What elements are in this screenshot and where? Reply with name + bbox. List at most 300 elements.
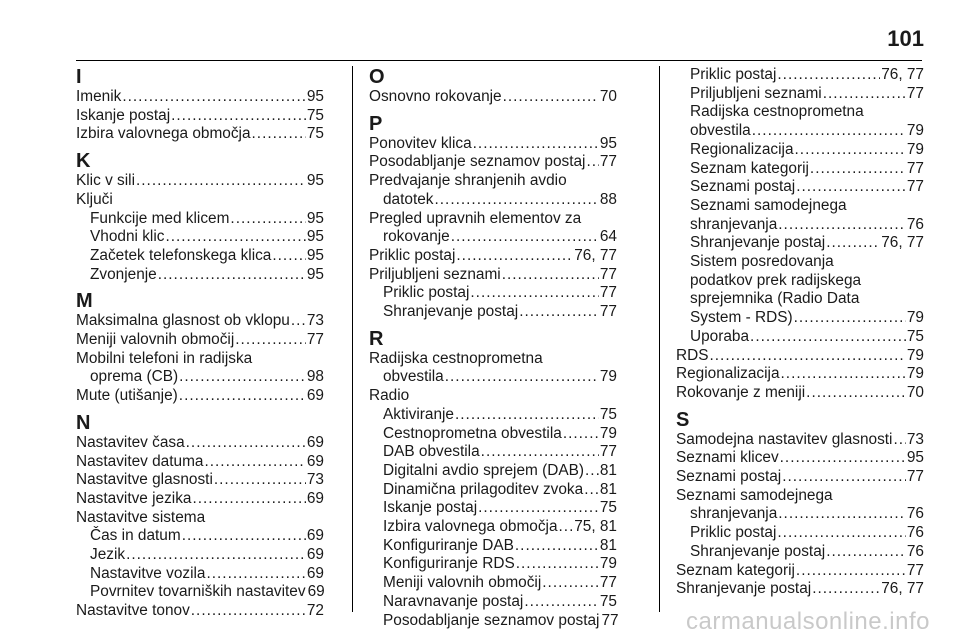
dot-leader (826, 543, 906, 562)
entry-page: 95 (906, 449, 924, 467)
entry-page: 75, 81 (574, 518, 617, 536)
index-entry (369, 574, 617, 593)
entry-page: 95 (306, 265, 324, 283)
dot-leader (781, 365, 906, 384)
index-entry (369, 555, 617, 574)
index-entry (676, 253, 924, 272)
dot-leader (182, 527, 306, 546)
entry-page: 95 (599, 134, 617, 152)
entry-term: Izbira valovnega območja (76, 125, 251, 143)
entry-term: Rokovanje z meniji (676, 383, 806, 401)
dot-leader (158, 266, 306, 285)
index-entry (676, 309, 924, 328)
entry-term: Radio (369, 387, 410, 405)
entry-term: Seznami postaj (690, 178, 796, 196)
entry-page: 69 (306, 489, 324, 507)
entry-page: 76 (906, 542, 924, 560)
entry-term: Zvonjenje (90, 265, 157, 283)
index-entry (76, 107, 324, 126)
entry-page: 69 (306, 546, 324, 564)
section-letter: S (676, 408, 690, 431)
index-entry (76, 228, 324, 247)
dot-leader (445, 368, 599, 387)
index-entry (676, 524, 924, 543)
index-column-1 (76, 66, 324, 621)
index-entry (676, 449, 924, 468)
entry-term: Priklic postaj (690, 66, 777, 83)
entry-term: Nastavitve vozila (90, 564, 206, 582)
index-entry (369, 88, 617, 107)
entry-term: Regionalizacija (690, 140, 794, 158)
dot-leader (204, 453, 305, 472)
entry-term: Uporaba (690, 327, 750, 345)
entry-page: 95 (306, 172, 324, 190)
dot-leader (291, 312, 306, 331)
index-entry (676, 85, 924, 104)
entry-term: Radijska cestnoprometna (369, 349, 543, 367)
entry-page: 76 (906, 505, 924, 523)
index-entry (369, 425, 617, 444)
entry-page: 81 (599, 536, 617, 554)
index-entry (676, 234, 924, 253)
index-entry (76, 172, 324, 191)
dot-leader (777, 524, 905, 543)
dot-leader (795, 141, 906, 160)
entry-page: 77 (906, 159, 924, 177)
entry-term: Regionalizacija (676, 365, 780, 383)
entry-term: Začetek telefonskega klica (90, 246, 272, 264)
entry-page: 69 (306, 433, 324, 451)
header-rule (76, 60, 922, 61)
index-entry (676, 197, 924, 216)
entry-term: Priljubljeni seznami (369, 265, 501, 283)
index-entry (676, 347, 924, 366)
index-section (369, 113, 617, 322)
dot-leader (823, 85, 906, 104)
index-entry (369, 228, 617, 247)
index-entry (76, 490, 324, 509)
entry-page: 77 (599, 265, 617, 283)
dot-leader (515, 537, 599, 556)
index-entry (76, 368, 324, 387)
dot-leader (179, 368, 306, 387)
entry-term: obvestila (383, 368, 444, 386)
index-entry (676, 580, 924, 599)
entry-term: datotek (383, 190, 434, 208)
entry-term: System - RDS) (690, 309, 793, 327)
dot-leader (122, 88, 306, 107)
dot-leader (171, 107, 306, 126)
index-section (76, 150, 324, 284)
index-entry (369, 406, 617, 425)
entry-term: Imenik (76, 88, 122, 105)
entry-page: 77 (599, 153, 617, 171)
index-entry (676, 468, 924, 487)
entry-term: Shranjevanje postaj (690, 542, 826, 560)
entry-page: 77 (599, 303, 617, 321)
dot-leader (126, 546, 306, 565)
entry-page: 73 (306, 471, 324, 489)
index-entry (76, 266, 324, 285)
entry-term: Predvajanje shranjenih avdio (369, 172, 567, 190)
entry-page: 73 (306, 312, 324, 330)
entry-page: 95 (306, 209, 324, 227)
dot-leader (179, 387, 306, 406)
entry-term: Meniji valovnih območij (76, 331, 235, 349)
entry-page: 95 (306, 228, 324, 246)
entry-term: Nastavitve sistema (76, 508, 206, 526)
entry-term: Vhodni klic (90, 228, 165, 246)
index-entry (76, 350, 324, 369)
entry-term: Digitalni avdio sprejem (DAB) (383, 461, 585, 479)
entry-term: Priklic postaj (383, 284, 470, 302)
dot-leader (586, 153, 598, 172)
entry-term: DAB obvestila (383, 443, 480, 461)
entry-page: 69 (306, 387, 324, 405)
entry-page: 77 (906, 178, 924, 196)
entry-term: Nastavitve jezika (76, 489, 192, 507)
index-entry (676, 160, 924, 179)
entry-term: Naravnavanje postaj (383, 592, 524, 610)
dot-leader (812, 580, 880, 599)
entry-page: 79 (906, 140, 924, 158)
index-entry (76, 471, 324, 490)
dot-leader (796, 562, 906, 581)
index-column-3 (676, 66, 924, 599)
entry-page: 76 (906, 524, 924, 542)
entry-page: 77 (906, 561, 924, 579)
entry-page: 77 (599, 284, 617, 302)
index-entry (369, 443, 617, 462)
entry-term: Konfiguriranje DAB (383, 536, 514, 554)
entry-page: 75 (599, 499, 617, 517)
entry-term: Izbira valovnega območja (383, 518, 558, 536)
entry-term: Dinamična prilagoditev zvoka (383, 480, 584, 498)
index-entry (369, 499, 617, 518)
index-entry (76, 331, 324, 350)
dot-leader (778, 216, 906, 235)
dot-leader (710, 347, 906, 366)
index-entry (76, 602, 324, 621)
index-section (76, 66, 324, 144)
index-entry (676, 272, 924, 291)
entry-page: 79 (599, 555, 617, 573)
dot-leader (136, 172, 306, 191)
entry-term: rokovanje (383, 228, 450, 246)
entry-page: 76, 77 (574, 246, 617, 264)
entry-term: Povrnitev tovarniških nastavitev (90, 583, 306, 601)
index-entry (676, 103, 924, 122)
entry-page: 79 (906, 122, 924, 140)
dot-leader (192, 490, 305, 509)
entry-term: oprema (CB) (90, 368, 179, 386)
index-entry (76, 565, 324, 584)
dot-leader (473, 135, 599, 154)
dot-leader (780, 449, 906, 468)
dot-leader (519, 303, 599, 322)
dot-leader (214, 471, 306, 490)
index-entry (369, 191, 617, 210)
entry-term: Seznam kategorij (690, 159, 809, 177)
entry-term: Seznami postaj (676, 468, 782, 486)
index-entry (76, 88, 324, 107)
dot-leader (186, 434, 306, 453)
entry-page: 79 (906, 309, 924, 327)
watermark: carmanualsonline.info (686, 608, 930, 635)
dot-leader (585, 462, 599, 481)
entry-page: 98 (306, 368, 324, 386)
index-entry (369, 368, 617, 387)
dot-leader (503, 88, 599, 107)
index-entry (76, 210, 324, 229)
dot-leader (252, 125, 306, 144)
index-entry (676, 487, 924, 506)
entry-term: Cestnoprometna obvestila (383, 424, 562, 442)
index-entry (76, 527, 324, 546)
entry-page: 76, 77 (881, 580, 924, 598)
entry-page: 95 (306, 246, 324, 264)
dot-leader (235, 331, 306, 350)
index-entry (76, 387, 324, 406)
index-entry (676, 216, 924, 235)
entry-page: 77 (306, 331, 324, 349)
index-entry (369, 210, 617, 229)
entry-term: Seznami samodejnega (676, 486, 833, 504)
entry-term: Ključi (76, 190, 113, 208)
entry-term: RDS (676, 346, 709, 364)
index-entry (76, 191, 324, 210)
index-entry (369, 481, 617, 500)
index-section (369, 66, 617, 107)
dot-leader (470, 284, 598, 303)
index-entry (676, 431, 924, 450)
entry-term: Funkcije med klicem (90, 209, 230, 227)
entry-term: Iskanje postaj (76, 106, 171, 124)
entry-page: 70 (599, 88, 617, 105)
entry-page: 75 (599, 592, 617, 610)
index-entry (676, 66, 924, 85)
entry-page: 69 (306, 564, 324, 582)
entry-page: 77 (599, 574, 617, 592)
column-divider (659, 66, 660, 612)
index-entry (76, 546, 324, 565)
column-divider (352, 66, 353, 612)
entry-term: Nastavitve tonov (76, 602, 190, 620)
entry-page: 79 (599, 368, 617, 386)
entry-term: shranjevanja (690, 505, 778, 523)
entry-page: 69 (306, 527, 324, 545)
entry-term: Shranjevanje postaj (690, 234, 826, 252)
dot-leader (502, 266, 599, 285)
index-entry (369, 172, 617, 191)
index-section (676, 409, 924, 599)
entry-term: Klic v sili (76, 172, 135, 190)
index-section (676, 66, 924, 403)
dot-leader (777, 66, 880, 85)
dot-leader (794, 309, 906, 328)
entry-page: 75 (306, 106, 324, 124)
index-entry (369, 135, 617, 154)
entry-term: Priljubljeni seznami (690, 84, 822, 102)
index-entry (676, 328, 924, 347)
entry-page: 81 (599, 480, 617, 498)
index-entry (676, 505, 924, 524)
entry-term: Radijska cestnoprometna (690, 103, 864, 121)
entry-page: 75 (306, 125, 324, 143)
entry-term: Priklic postaj (369, 246, 456, 264)
dot-leader (478, 499, 599, 518)
index-entry (369, 284, 617, 303)
dot-leader (542, 574, 599, 593)
dot-leader (750, 328, 906, 347)
index-entry (76, 312, 324, 331)
dot-leader (191, 602, 306, 621)
dot-leader (752, 122, 906, 141)
index-entry (369, 593, 617, 612)
entry-term: Seznami klicev (676, 449, 779, 467)
entry-term: shranjevanja (690, 215, 778, 233)
entry-term: Samodejna nastavitev glasnosti (676, 430, 893, 448)
section-letter: K (76, 150, 91, 173)
index-entry (369, 303, 617, 322)
index-section (369, 328, 617, 631)
index-entry (676, 178, 924, 197)
entry-page: 69 (307, 583, 325, 601)
index-entry (369, 537, 617, 556)
dot-leader (826, 234, 880, 253)
index-section (76, 412, 324, 621)
index-entry (676, 122, 924, 141)
dot-leader (810, 160, 906, 179)
index-entry (369, 247, 617, 266)
dot-leader (165, 228, 305, 247)
dot-leader (782, 468, 906, 487)
dot-leader (559, 518, 574, 537)
index-entry (76, 509, 324, 528)
entry-term: Sistem posredovanja (690, 253, 834, 271)
entry-term: Maksimalna glasnost ob vklopu (76, 312, 290, 330)
entry-page: 75 (599, 405, 617, 423)
index-entry (676, 543, 924, 562)
entry-page: 81 (599, 461, 617, 479)
entry-term: Shranjevanje postaj (676, 580, 812, 598)
entry-page: 76 (906, 215, 924, 233)
entry-term: Nastavitev datuma (76, 452, 204, 470)
entry-page: 77 (906, 84, 924, 102)
entry-term: Mobilni telefoni in radijska (76, 349, 253, 367)
dot-leader (272, 247, 306, 266)
section-letter: I (76, 66, 82, 88)
entry-term: Aktiviranje (383, 405, 454, 423)
entry-term: Konfiguriranje RDS (383, 555, 515, 573)
entry-page: 79 (906, 346, 924, 364)
entry-page: 64 (599, 228, 617, 246)
entry-page: 88 (599, 190, 617, 208)
entry-page: 69 (306, 452, 324, 470)
index-entry (76, 434, 324, 453)
index-entry (369, 350, 617, 369)
entry-page: 70 (906, 383, 924, 401)
entry-page: 72 (306, 602, 324, 620)
index-entry (676, 384, 924, 403)
index-entry (76, 583, 324, 602)
entry-term: Mute (utišanje) (76, 387, 178, 405)
entry-term: Priklic postaj (690, 524, 777, 542)
entry-term: Posodabljanje seznamov postaj (369, 153, 586, 171)
dot-leader (524, 593, 599, 612)
entry-term: Čas in datum (90, 527, 181, 545)
entry-page: 73 (906, 430, 924, 448)
dot-leader (778, 505, 906, 524)
index-entry (76, 247, 324, 266)
entry-term: Jezik (90, 546, 126, 564)
index-entry (76, 453, 324, 472)
section-letter: P (369, 112, 383, 135)
index-column-2 (369, 66, 617, 630)
entry-term: Seznami samodejnega (690, 196, 847, 214)
dot-leader (806, 384, 906, 403)
index-entry (369, 612, 617, 631)
entry-term: Pregled upravnih elementov za (369, 209, 582, 227)
entry-term: sprejemnika (Radio Data (690, 290, 860, 308)
index-entry (676, 562, 924, 581)
entry-page: 76, 77 (881, 66, 924, 83)
dot-leader (456, 247, 573, 266)
index-section (76, 290, 324, 406)
dot-leader (563, 425, 599, 444)
entry-page: 77 (906, 468, 924, 486)
entry-term: obvestila (690, 122, 751, 140)
entry-term: Ponovitev klica (369, 134, 472, 152)
entry-term: Meniji valovnih območij (383, 574, 542, 592)
section-letter: N (76, 411, 91, 434)
dot-leader (455, 406, 599, 425)
entry-term: Posodabljanje seznamov postaj (383, 611, 600, 629)
entry-page: 75 (906, 327, 924, 345)
entry-page: 76, 77 (881, 234, 924, 252)
dot-leader (206, 565, 305, 584)
dot-leader (796, 178, 906, 197)
dot-leader (481, 443, 599, 462)
index-entry (676, 290, 924, 309)
index-entry (369, 266, 617, 285)
entry-term: Osnovno rokovanje (369, 88, 502, 105)
dot-leader (584, 481, 599, 500)
entry-term: Nastavitve glasnosti (76, 471, 213, 489)
entry-page: 79 (906, 365, 924, 383)
index-entry (369, 387, 617, 406)
dot-leader (893, 431, 905, 450)
dot-leader (230, 210, 305, 229)
entry-term: Iskanje postaj (383, 499, 478, 517)
index-entry (76, 125, 324, 144)
index-entry (676, 365, 924, 384)
dot-leader (435, 191, 599, 210)
entry-page: 95 (306, 88, 324, 105)
section-letter: M (76, 290, 93, 313)
index-entry (369, 462, 617, 481)
entry-page: 77 (601, 611, 619, 629)
index-entry (369, 518, 617, 537)
dot-leader (516, 555, 599, 574)
entry-term: podatkov prek radijskega (690, 271, 862, 289)
entry-term: Nastavitev časa (76, 433, 185, 451)
section-letter: R (369, 327, 384, 350)
page-number: 101 (887, 26, 924, 51)
dot-leader (451, 228, 599, 247)
entry-term: Shranjevanje postaj (383, 303, 519, 321)
entry-page: 79 (599, 424, 617, 442)
